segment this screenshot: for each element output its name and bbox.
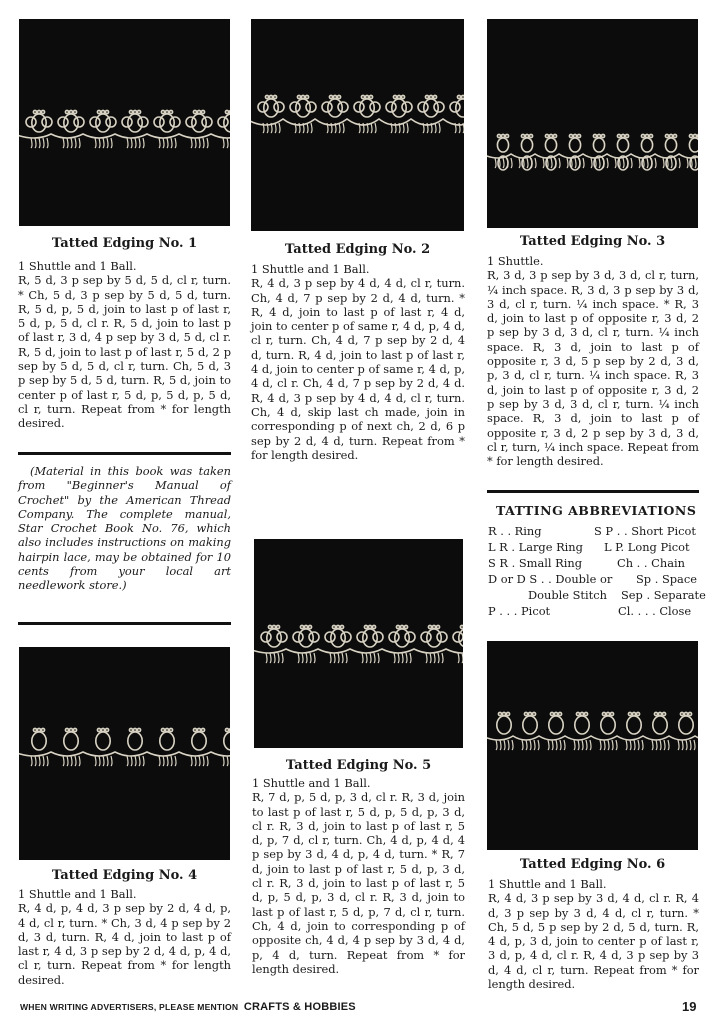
footer-prefix: WHEN WRITING ADVERTISERS, PLEASE MENTION [20,1002,239,1012]
edging-2-materials: 1 Shuttle and 1 Ball. [251,262,370,276]
page-number: 19 [682,999,697,1014]
footer-magazine: CRAFTS & HOBBIES [243,1001,356,1013]
abbreviation-term: R . . Ring [488,524,542,538]
edging-5-instructions: R, 7 d, p, 5 d, p, 3 d, cl r. R, 3 d, join to last p of last r, 5 d, p, 5 d, p, 3 d, cl r. R, 3 d, join to last p of last r, 5 d, p, 7 d, cl r, turn. Ch, 4 d, p, 4 d, 4 p sep by 3 d, 4 d, p, 4 d, turn. * R, 7 d, join to last p of last r, 5 d, p, 3 d, cl r. R, 3 d, join to last p of last r, 5 d, p, 5 d, p, 3 d, cl r. R, 3 d, join to last p of last r, 5 d, p, 7 d, cl r, turn. Ch, 4 d, join to corresponding p of opposite ch, 4 d, 4 p sep by 3 d, 4 d, p, 4 d, turn. Repeat from * for length desired. [252,790,465,976]
abbreviations-title: TATTING ABBREVIATIONS [496,503,697,518]
edging-4-text [18,887,231,987]
edging-2-instructions: R, 4 d, 3 p sep by 4 d, 4 d, cl r, turn. Ch, 4 d, 7 p sep by 2 d, 4 d, turn. * R, 4 d, join to last p of last r, 4 d, join to center p of same r, 4 d, p, 4 d, cl r, turn. Ch, 4 d, 7 p sep by 2 d, 4 d, turn. R, 4 d, join to last p of last r, 4 d, join to center p of same r, 4 d, p, 4 d, cl r. Ch, 4 d, 7 p sep by 2 d, 4 d. R, 4 d, 3 p sep by 4 d, 4 d, cl r, turn. Ch, 4 d, skip last ch made, join in corresponding p of next ch, 2 d, 6 p sep by 2 d, 4 d, turn. Repeat from * for length desired. [251,276,465,462]
abbreviation-term: Double Stitch [528,588,607,602]
abbreviation-row [594,524,696,538]
edging-1-materials: 1 Shuttle and 1 Ball. [18,259,137,273]
edging-6-title: Tatted Edging No. 6 [519,857,666,872]
abbreviation-term: D or D S . . Double or [488,572,613,586]
edging-4-title: Tatted Edging No. 4 [51,868,198,883]
abbreviation-term: S R . Small Ring [488,556,583,570]
edging-2-photo [251,19,464,231]
abbreviation-row [488,572,612,586]
abbreviation-term: P . . . Picot [488,604,551,618]
edging-1-photo [19,19,230,226]
abbreviation-row [488,604,550,618]
abbreviation-row [618,604,691,618]
edging-6-instructions: R, 4 d, 3 p sep by 3 d, 4 d, cl r. R, 4 d, 3 p sep by 3 d, 4 d, cl r, turn. * Ch, 5 d, 5 p sep by 2 d, 5 d, turn. R, 4 d, p, 3 d, join to center p of last r, 3 d, p, 4 d, cl r. R, 4 d, 3 p sep by 3 d, 4 d, cl r, turn. Repeat from * for length desired. [488,891,699,992]
abbreviation-term: Cl. . . . Close [618,604,692,618]
edging-2-title: Tatted Edging No. 2 [284,242,431,257]
abbreviation-term: S P . . Short Picot [594,524,696,538]
edging-5-materials: 1 Shuttle and 1 Ball. [252,776,371,790]
edging-3-photo [487,19,698,228]
abbreviation-row [488,556,582,570]
edging-1-text [18,259,231,431]
edging-6-text [488,877,699,991]
divider-col1-top [18,452,231,455]
edging-3-text [487,254,699,468]
edging-2-lace [251,19,464,231]
edging-4-lace [19,647,230,860]
edging-3-instructions: R, 3 d, 3 p sep by 3 d, 3 d, cl r, turn, ¼ inch space. R, 3 d, 3 p sep by 3 d, 3 d, cl r, turn. ¼ inch space. * R, 3 d, join to last p of opposite r, 3 d, 2 p sep by 3 d, 3 d, cl r, turn. ¼ inch space. R, 3 d, join to last p of opposite r, 3 d, 5 p sep by 2 d, 3 d, p, 3 d, cl r, turn. ¼ inch space. R, 3 d, join to last p of opposite r, 3 d, 2 p sep by 3 d, 3 d, cl r, turn. ¼ inch space. R, 3 d, join to last p of opposite r, 3 d, 2 p sep by 3 d, 3 d, cl r, turn, ¼ inch space. Repeat from * for length desired. [487,268,699,469]
abbreviation-row [621,588,706,602]
edging-3-lace [487,19,698,228]
edging-4-materials: 1 Shuttle and 1 Ball. [18,887,137,901]
edging-2-text [251,262,465,462]
divider-col1-bottom [18,622,231,625]
abbreviation-term: Ch . . Chain [617,556,685,570]
edging-4-instructions: R, 4 d, p, 4 d, 3 p sep by 2 d, 4 d, p, 4 d, cl r, turn. * Ch, 3 d, 4 p sep by 2 d, 3 d, turn. R, 4 d, join to last p of last r, 4 d, 3 p sep by 2 d, 4 d, p, 4 d, cl r, turn. Repeat from * for length desired. [18,901,231,987]
abbreviation-term: Sp . Space [636,572,697,586]
abbreviation-row [636,572,697,586]
edging-5-title: Tatted Edging No. 5 [285,758,432,773]
abbreviation-row [604,540,690,554]
abbreviation-term: Sep . Separate [621,588,706,602]
edging-5-lace [254,539,463,748]
source-note: (Material in this book was taken from "Beginner's Manual of Crochet" by the American Thread Company. The complete manual, Star Crochet Book No. 76, which also includes instructions on making hairpin lace, may be obtained for 10 cents from your local art needlework store.) [18,464,231,593]
edging-3-title: Tatted Edging No. 3 [519,234,666,249]
abbreviation-term: L R . Large Ring [488,540,583,554]
edging-3-materials: 1 Shuttle. [487,254,544,268]
edging-6-materials: 1 Shuttle and 1 Ball. [488,877,607,891]
edging-1-instructions: R, 5 d, 3 p sep by 5 d, 5 d, cl r, turn. * Ch, 5 d, 3 p sep by 5 d, 5 d, turn. R, 5 d, p, 5 d, join to last p of last r, 5 d, p, 5 d, cl r. R, 5 d, join to last p of last r, 3 d, 4 p sep by 3 d, 5 d, cl r. R, 5 d, join to last p of last r, 5 d, 2 p sep by 5 d, 5 d, cl r, turn. Ch, 5 d, 3 p sep by 5 d, 5 d, turn. R, 5 d, join to center p of last r, 5 d, p, 5 d, p, 5 d, cl r, turn. Repeat from * for length desired. [18,273,231,431]
abbreviation-row [528,588,607,602]
footer-advertiser-note [20,1001,356,1013]
edging-4-photo [19,647,230,860]
abbreviation-row [488,524,542,538]
edging-1-lace [19,19,230,226]
divider-col3-top [487,490,699,493]
edging-6-lace [487,641,698,850]
abbreviation-term: L P. Long Picot [604,540,690,554]
edging-1-title: Tatted Edging No. 1 [51,236,198,251]
edging-5-text [252,776,465,976]
abbreviation-row [488,540,583,554]
abbreviation-row [617,556,685,570]
edging-5-photo [254,539,463,748]
edging-6-photo [487,641,698,850]
